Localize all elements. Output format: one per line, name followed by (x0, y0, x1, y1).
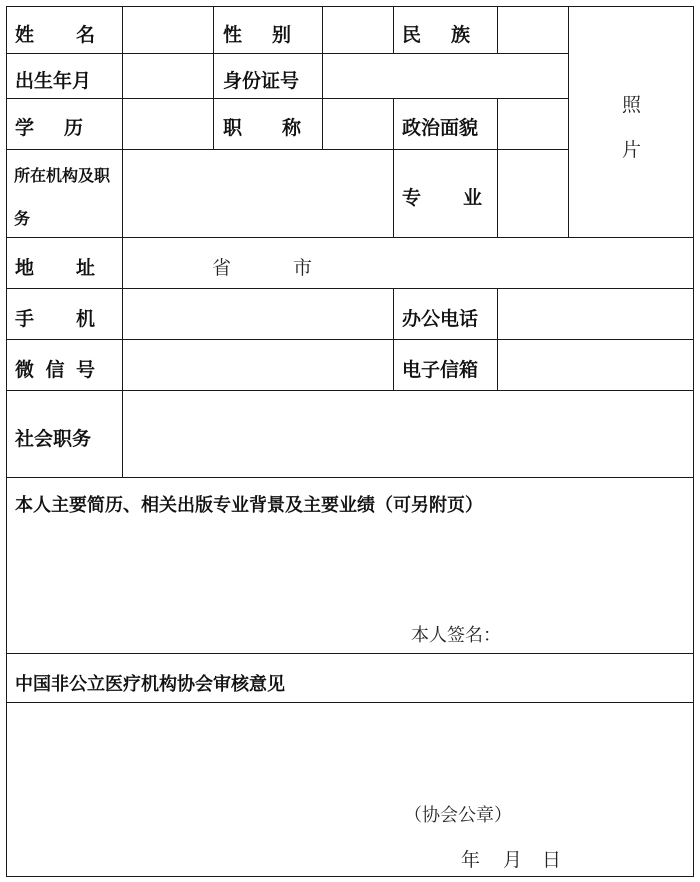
id-number-label: 身份证号 (223, 70, 300, 92)
row-line-bottom (6, 876, 694, 877)
ethnicity-label: 民 族 (402, 24, 470, 46)
social-duty-field[interactable] (123, 391, 693, 477)
gender-label: 性 别 (223, 24, 291, 46)
office-phone-field[interactable] (498, 289, 693, 339)
address-field[interactable] (123, 238, 693, 288)
institution-label-line1: 所在机构及职 (14, 166, 111, 185)
date-year: 年 (461, 849, 481, 871)
col-line-4c (393, 288, 394, 390)
signature-label: 本人签名： (411, 625, 501, 646)
photo-box[interactable] (569, 7, 693, 237)
institution-field[interactable] (123, 150, 393, 237)
city-text: 市 (293, 257, 313, 279)
id-number-field[interactable] (323, 54, 568, 98)
social-duty-label: 社会职务 (15, 428, 92, 450)
review-heading: 中国非公立医疗机构协会审核意见 (15, 674, 285, 695)
institution-label-line2: 务 (14, 209, 31, 228)
mobile-field[interactable] (123, 289, 393, 339)
col-line-4a (393, 6, 394, 53)
address-label: 地 址 (15, 257, 95, 279)
date-month: 月 (503, 849, 523, 871)
col-line-right (693, 6, 694, 877)
photo-label-char-1: 照 (622, 94, 642, 116)
email-label: 电子信箱 (402, 359, 479, 381)
date-day: 日 (542, 849, 562, 871)
gender-field[interactable] (323, 7, 393, 53)
name-label: 姓 名 (15, 24, 95, 46)
title-label: 职 称 (223, 117, 301, 139)
review-field[interactable] (7, 703, 693, 803)
political-status-label: 政治面貌 (402, 117, 479, 139)
col-line-2 (213, 6, 214, 149)
birth-field[interactable] (123, 54, 213, 98)
province-text: 省 (212, 257, 232, 279)
wechat-field[interactable] (123, 340, 393, 390)
wechat-label: 微 信 号 (15, 359, 95, 381)
email-field[interactable] (498, 340, 693, 390)
office-phone-label: 办公电话 (402, 308, 479, 330)
resume-field[interactable] (7, 520, 693, 620)
name-field[interactable] (123, 7, 213, 53)
major-field[interactable] (498, 150, 568, 237)
political-status-field[interactable] (498, 99, 568, 149)
col-line-4b (393, 98, 394, 237)
signature-field[interactable] (505, 622, 685, 650)
major-label: 专 业 (402, 187, 482, 209)
title-field[interactable] (323, 99, 393, 149)
education-field[interactable] (123, 99, 213, 149)
birth-label: 出生年月 (15, 70, 92, 92)
resume-heading: 本人主要简历、相关出版专业背景及主要业绩（可另附页） (15, 495, 483, 516)
photo-label-char-2: 片 (622, 139, 642, 161)
row-line-8 (6, 477, 694, 478)
education-label: 学 历 (15, 117, 83, 139)
row-line-2 (6, 98, 568, 99)
row-line-9 (6, 653, 694, 654)
mobile-label: 手 机 (15, 308, 95, 330)
seal-text: （协会公章） (404, 805, 512, 826)
ethnicity-field[interactable] (498, 7, 568, 53)
